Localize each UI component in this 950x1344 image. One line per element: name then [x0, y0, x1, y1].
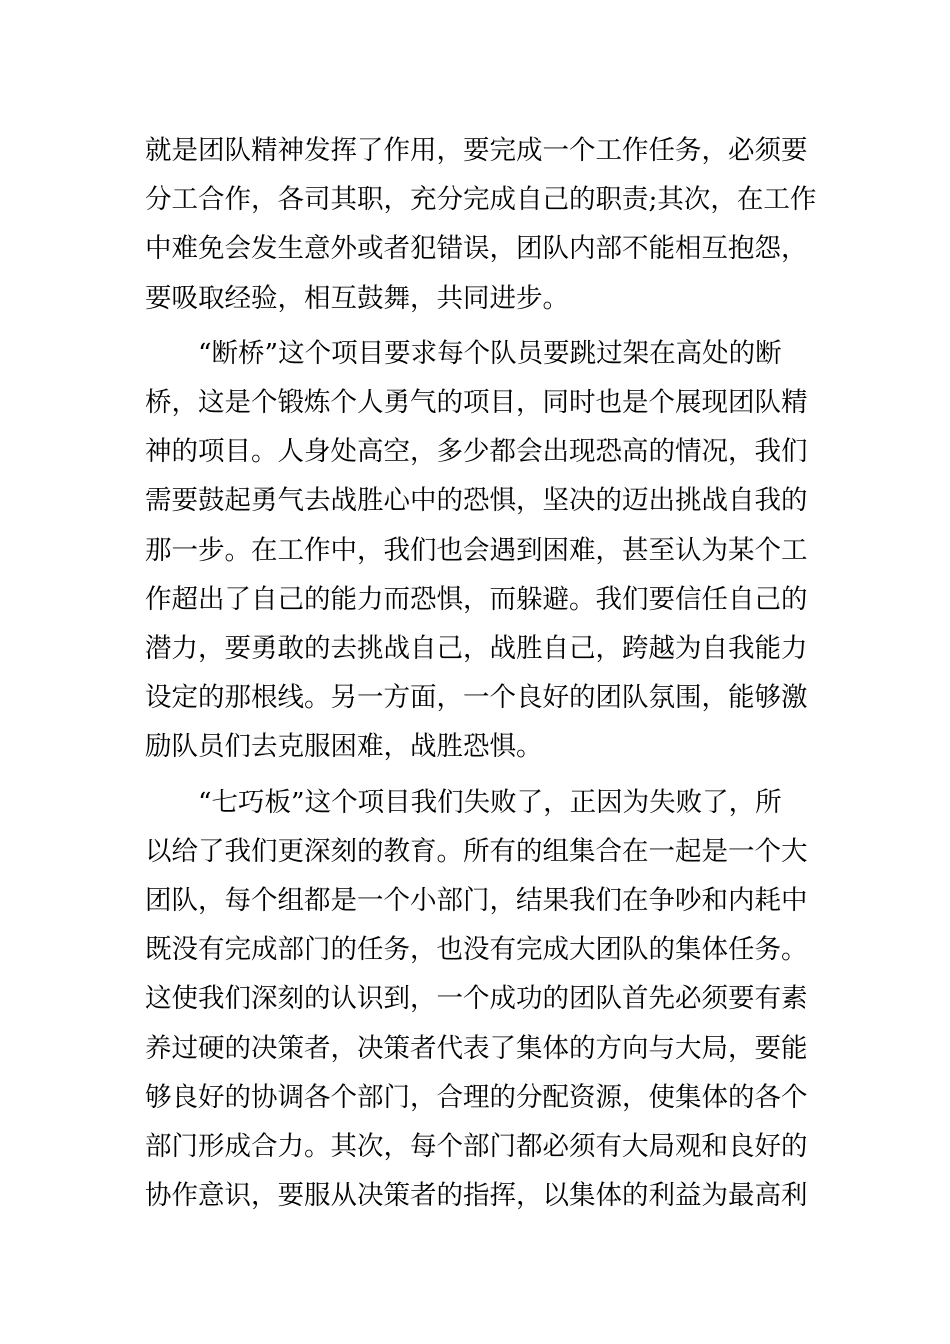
paragraph-3	[145, 778, 815, 1221]
text-line: 设定的那根线。另一方面，一个良好的团队氛围，能够激	[145, 682, 808, 714]
text-line: 桥，这是个锻炼个人勇气的项目，同时也是个展现团队精	[145, 387, 808, 419]
text-line: 协作意识，要服从决策者的指挥，以集体的利益为最高利	[145, 1180, 808, 1212]
paragraph-2	[145, 329, 815, 772]
text-line: 就是团队精神发挥了作用，要完成一个工作任务，必须要	[145, 135, 808, 166]
document-body	[145, 126, 815, 1226]
text-line: “断桥”这个项目要求每个队员要跳过架在高处的断	[198, 337, 782, 369]
text-line: 中难免会发生意外或者犯错误，团队内部不能相互抱怨，	[145, 233, 808, 265]
text-line: 那一步。在工作中，我们也会遇到困难，甚至认为某个工	[145, 534, 808, 566]
text-line: 部门形成合力。其次，每个部门都必须有大局观和良好的	[145, 1131, 808, 1163]
text-line: 要吸取经验，相互鼓舞，共同进步。	[145, 282, 569, 314]
text-line: 神的项目。人身处高空，多少都会出现恐高的情况，我们	[145, 436, 808, 468]
text-line: 既没有完成部门的任务，也没有完成大团队的集体任务。	[145, 934, 808, 966]
text-line: “七巧板”这个项目我们失败了，正因为失败了，所	[198, 786, 782, 818]
text-line: 团队，每个组都是一个小部门，结果我们在争吵和内耗中	[145, 885, 808, 917]
text-line: 作超出了自己的能力而恐惧，而躲避。我们要信任自己的	[145, 583, 808, 615]
paragraph-1	[145, 126, 815, 323]
text-line: 养过硬的决策者，决策者代表了集体的方向与大局，要能	[145, 1032, 808, 1064]
text-line: 够良好的协调各个部门，合理的分配资源，使集体的各个	[145, 1081, 808, 1113]
text-line: 需要鼓起勇气去战胜心中的恐惧，坚决的迈出挑战自我的	[145, 485, 808, 517]
text-line: 潜力，要勇敢的去挑战自己，战胜自己，跨越为自我能力	[145, 633, 808, 665]
text-line: 分工合作，各司其职，充分完成自己的职责;其次，在工作	[145, 184, 817, 216]
text-line: 以给了我们更深刻的教育。所有的组集合在一起是一个大	[145, 835, 808, 867]
text-line: 励队员们去克服困难，战胜恐惧。	[145, 731, 543, 763]
text-line: 这使我们深刻的认识到，一个成功的团队首先必须要有素	[145, 983, 808, 1015]
